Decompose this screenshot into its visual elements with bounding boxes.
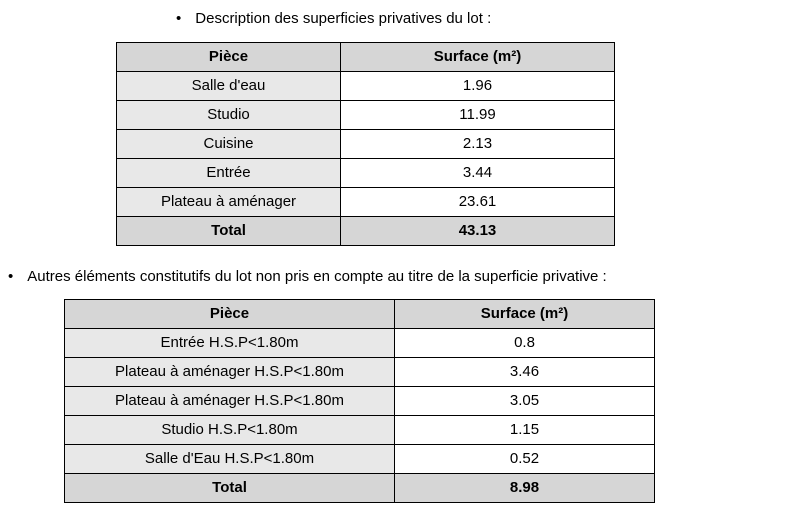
row-label: Plateau à aménager xyxy=(117,187,341,216)
total-value: 8.98 xyxy=(395,473,655,502)
row-value: 11.99 xyxy=(341,100,615,129)
row-value: 1.96 xyxy=(341,71,615,100)
table-row xyxy=(117,187,615,216)
row-label: Plateau à aménager H.S.P<1.80m xyxy=(65,386,395,415)
row-value: 0.52 xyxy=(395,444,655,473)
row-value: 23.61 xyxy=(341,187,615,216)
row-value: 3.44 xyxy=(341,158,615,187)
table-row xyxy=(65,328,655,357)
table-row xyxy=(65,415,655,444)
bullet-icon: • xyxy=(176,10,182,27)
row-value: 0.8 xyxy=(395,328,655,357)
section-1-heading xyxy=(0,0,800,29)
row-label: Salle d'eau xyxy=(117,71,341,100)
column-header-piece: Pièce xyxy=(65,299,395,328)
total-value: 43.13 xyxy=(341,216,615,245)
column-header-piece: Pièce xyxy=(117,42,341,71)
row-label: Entrée H.S.P<1.80m xyxy=(65,328,395,357)
row-value: 3.05 xyxy=(395,386,655,415)
total-label: Total xyxy=(65,473,395,502)
private-surfaces-table xyxy=(116,42,615,246)
table-row xyxy=(65,386,655,415)
table-header-row xyxy=(117,42,615,71)
table-row xyxy=(117,158,615,187)
row-label: Studio H.S.P<1.80m xyxy=(65,415,395,444)
column-header-surface: Surface (m²) xyxy=(341,42,615,71)
table-row xyxy=(117,129,615,158)
section-1-heading-text: Description des superficies privatives du lot : xyxy=(195,10,492,27)
row-value: 2.13 xyxy=(341,129,615,158)
table-row xyxy=(117,100,615,129)
row-label: Salle d'Eau H.S.P<1.80m xyxy=(65,444,395,473)
non-private-surfaces-table-wrap xyxy=(0,299,800,503)
total-label: Total xyxy=(117,216,341,245)
column-header-surface: Surface (m²) xyxy=(395,299,655,328)
table-total-row xyxy=(117,216,615,245)
table-row xyxy=(65,357,655,386)
bullet-icon: • xyxy=(8,267,14,285)
table-row xyxy=(117,71,615,100)
section-2-heading-text: Autres éléments constitutifs du lot non pris en compte au titre de la superficie privative : xyxy=(27,267,607,285)
row-label: Cuisine xyxy=(117,129,341,158)
row-value: 1.15 xyxy=(395,415,655,444)
row-label: Studio xyxy=(117,100,341,129)
row-label: Entrée xyxy=(117,158,341,187)
table-header-row xyxy=(65,299,655,328)
section-2-heading xyxy=(0,246,800,287)
row-label: Plateau à aménager H.S.P<1.80m xyxy=(65,357,395,386)
non-private-surfaces-table xyxy=(64,299,655,503)
table-total-row xyxy=(65,473,655,502)
private-surfaces-table-wrap xyxy=(0,42,800,246)
table-row xyxy=(65,444,655,473)
row-value: 3.46 xyxy=(395,357,655,386)
